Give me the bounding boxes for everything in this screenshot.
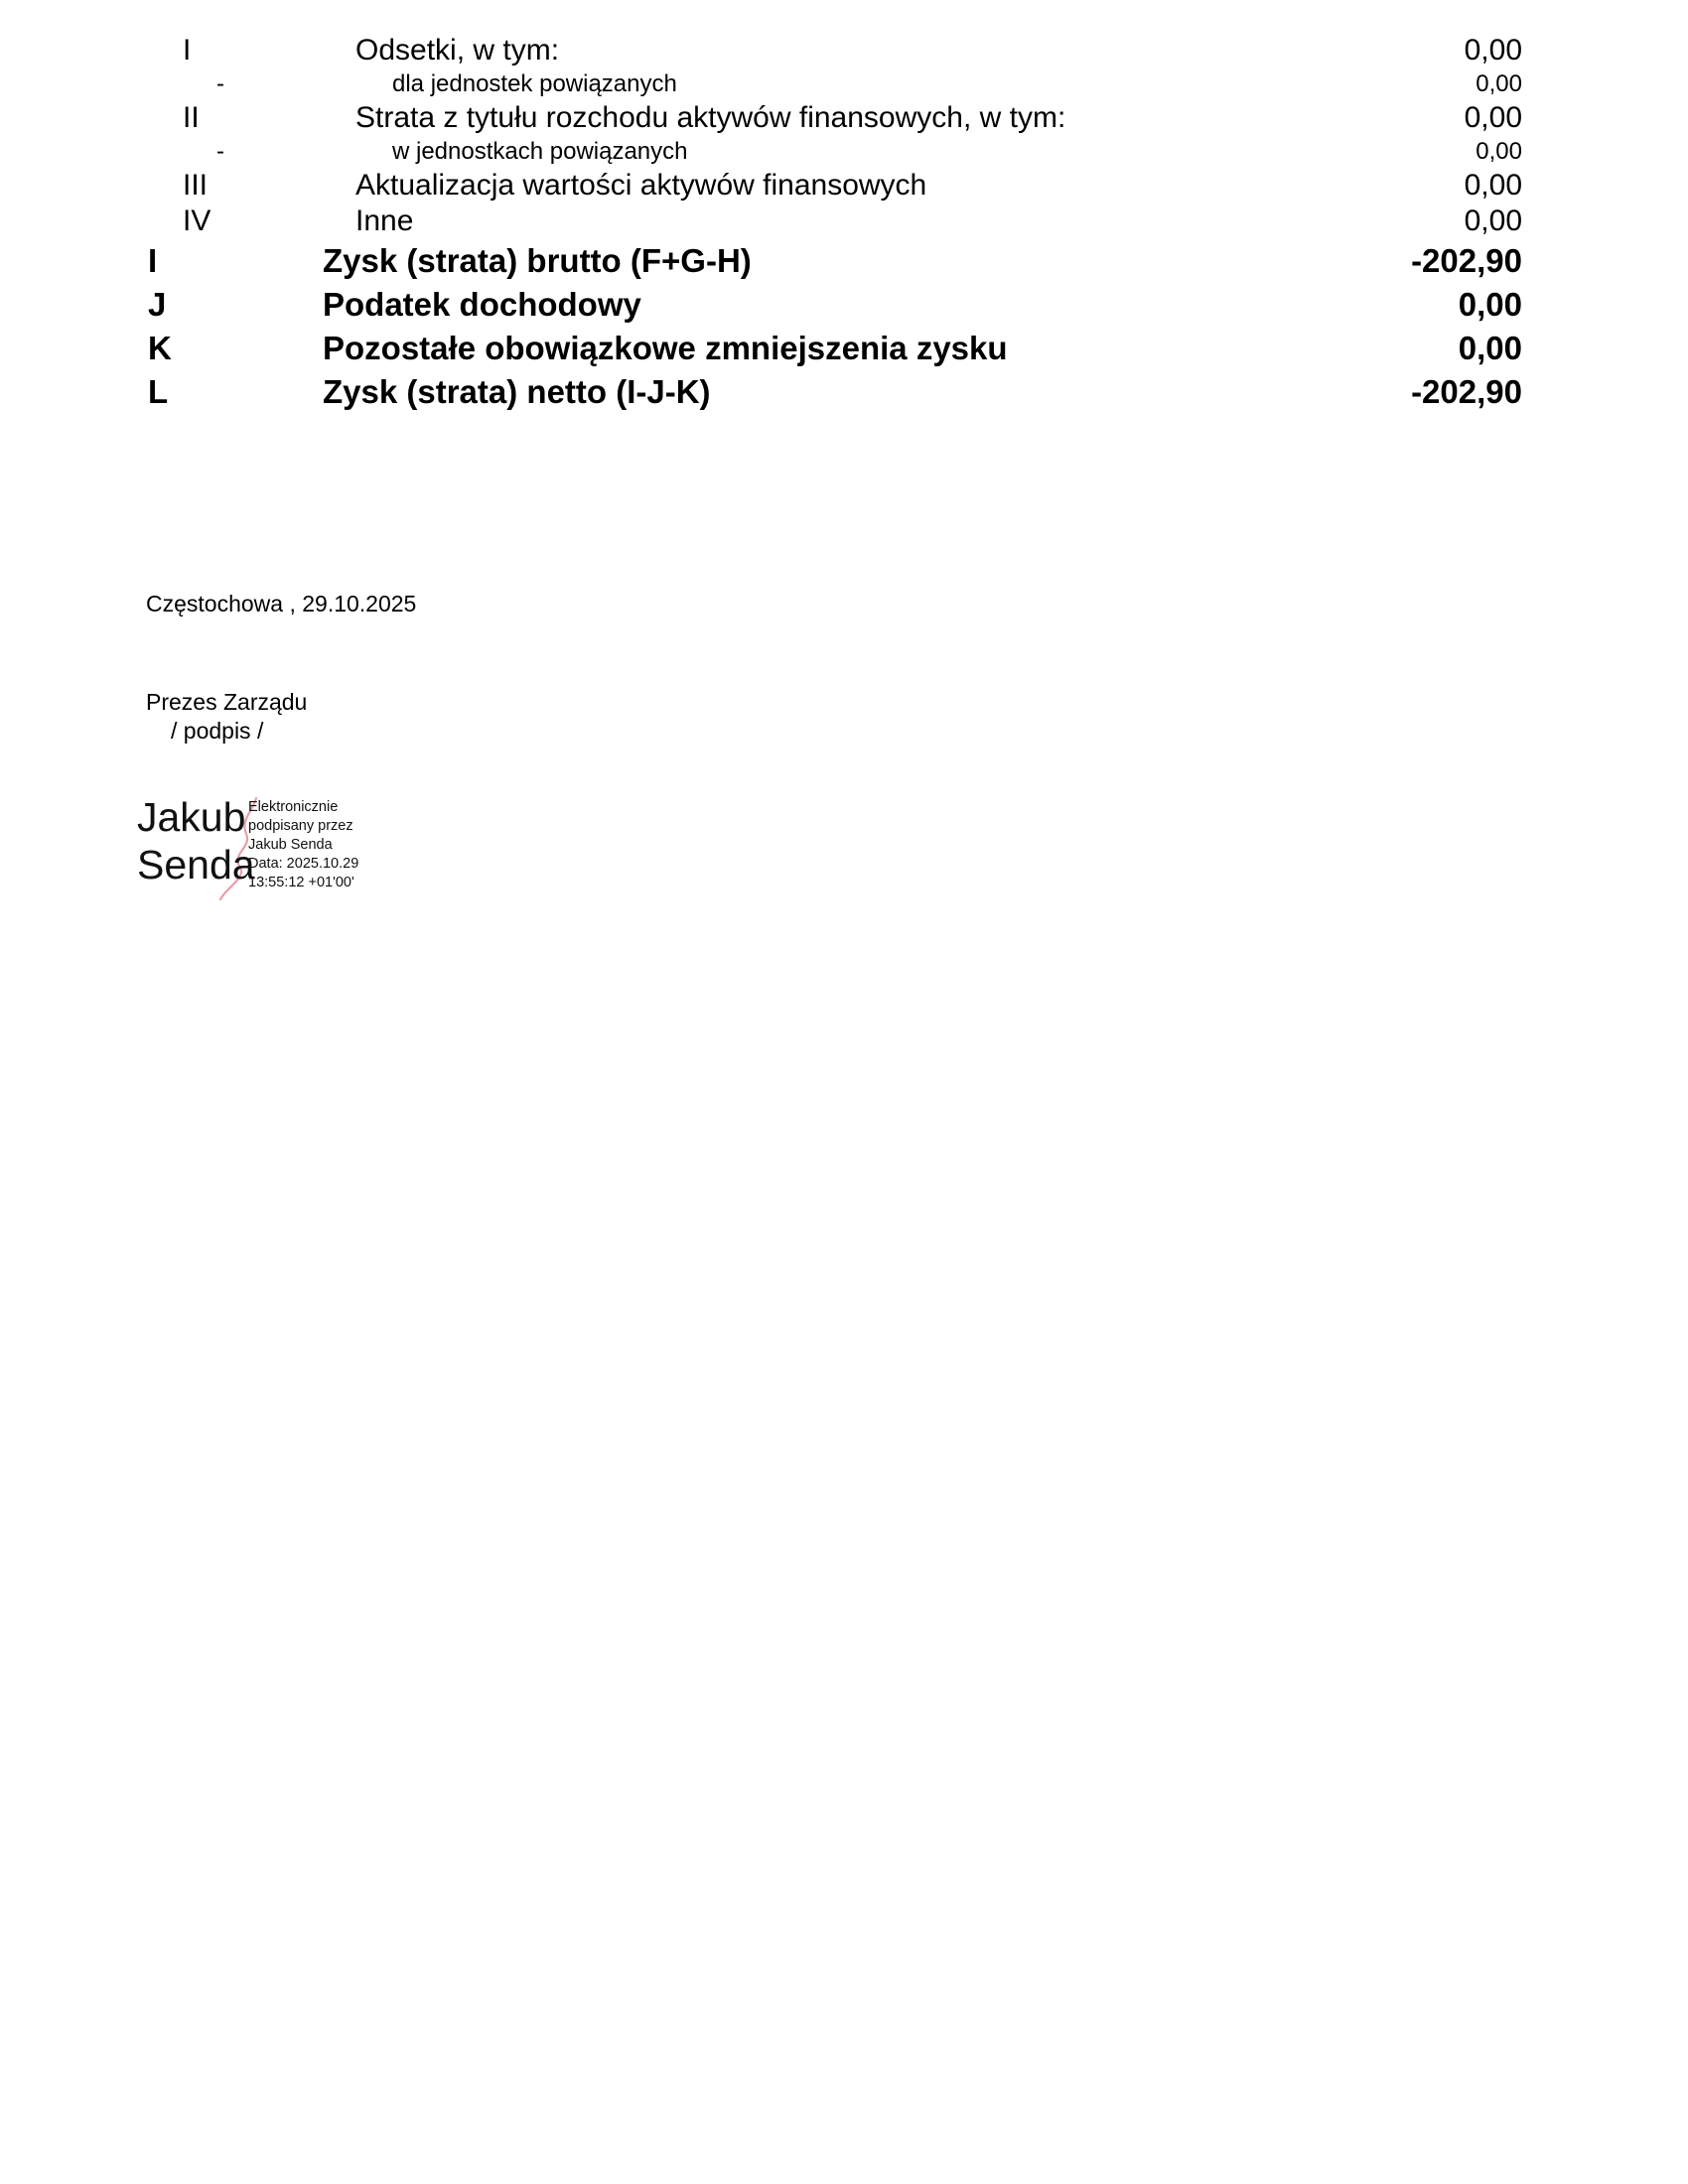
row-label: Inne [355, 205, 414, 237]
row-label: Aktualizacja wartości aktywów finansowych [355, 169, 927, 202]
signature-details [248, 798, 358, 892]
electronic-signature [137, 794, 395, 903]
place-and-date: Częstochowa , 29.10.2025 [146, 591, 417, 616]
row-label: Zysk (strata) brutto (F+G-H) [323, 242, 752, 279]
row-code: K [148, 330, 172, 366]
signature-first-name: Jakub [137, 794, 246, 840]
row-value: -202,90 [1411, 242, 1522, 279]
signature-detail-line: 13:55:12 +01'00' [248, 875, 354, 890]
signature-hint: / podpis / [171, 718, 264, 744]
row-code: I [183, 34, 192, 67]
row-label: Zysk (strata) netto (I-J-K) [323, 373, 711, 410]
row-code: - [216, 138, 224, 165]
row-label: Pozostałe obowiązkowe zmniejszenia zysku [323, 330, 1008, 366]
signature-last-name: Senda [137, 842, 255, 887]
row-value: 0,00 [1458, 286, 1522, 323]
row-label: Podatek dochodowy [323, 286, 641, 323]
signature-detail-line: Data: 2025.10.29 [248, 856, 359, 872]
row-code: II [183, 101, 200, 134]
signature-detail-line: podpisany przez [248, 818, 353, 834]
row-code: I [148, 242, 158, 279]
row-value: 0,00 [1464, 169, 1522, 202]
row-label: dla jednostek powiązanych [392, 70, 677, 97]
row-code: - [216, 70, 224, 97]
row-value: 0,00 [1464, 34, 1522, 67]
signature-detail-line: Elektronicznie [248, 799, 339, 815]
row-value: 0,00 [1464, 205, 1522, 237]
signer-role: Prezes Zarządu [146, 689, 308, 715]
row-code: III [183, 169, 209, 202]
signature-detail-line: Jakub Senda [248, 837, 333, 853]
row-value: -202,90 [1411, 373, 1522, 410]
row-value: 0,00 [1476, 138, 1522, 165]
row-value: 0,00 [1464, 101, 1522, 134]
row-value: 0,00 [1458, 330, 1522, 366]
row-code: L [148, 373, 169, 410]
row-code: IV [183, 205, 211, 237]
row-label: w jednostkach powiązanych [392, 138, 688, 165]
row-code: J [148, 286, 167, 323]
row-value: 0,00 [1476, 70, 1522, 97]
row-label: Strata z tytułu rozchodu aktywów finansowych, w tym: [355, 101, 1066, 134]
row-label: Odsetki, w tym: [355, 34, 560, 67]
